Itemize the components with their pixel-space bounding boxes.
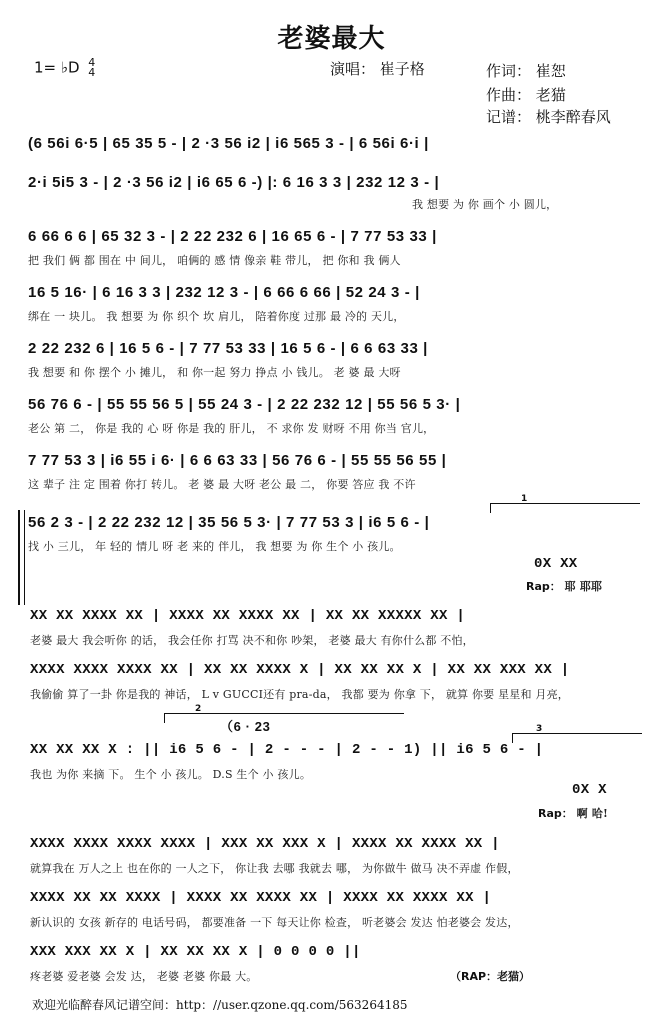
rap-line: XXXX XXXX XXXX XXXX | XXX XX XXX X | XXXX XX XXXX XX | — [30, 836, 500, 852]
volta-1-bracket — [490, 503, 640, 504]
notation-line: 2 22 232 6 | 16 5 6 - | 7 77 53 33 | 16 5 6 - | 6 6 63 33 | — [28, 340, 428, 357]
rap-line: XXXX XX XX XXXX | XXXX XX XXXX XX | XXXX XX XXXX XX | — [30, 890, 492, 906]
volta-3-number: 3 — [536, 724, 543, 734]
lyric-line: 把 我们 俩 都 围在 中 间儿， 咱俩的 感 情 像亲 鞋 带儿， 把 你和 我 俩人 — [28, 254, 401, 267]
rap-intro-label — [526, 578, 602, 594]
rap-mid-pattern: 0X X — [572, 782, 607, 798]
repeat-bar — [18, 510, 25, 605]
rap-credit: （RAP：老猫） — [450, 970, 531, 983]
notation-line: 7 77 53 3 | i6 55 i 6· | 6 6 63 33 | 56 76 6 - | 55 55 56 55 | — [28, 452, 447, 469]
key-label: 1= ♭D — [34, 58, 80, 77]
lyric-line: 老公 第 二， 你是 我的 心 呀 你是 我的 肝儿， 不 求你 发 财呀 不用 你当 官儿， — [28, 422, 435, 435]
notation-line: 56 2 3 - | 2 22 232 12 | 35 56 5 3· | 7 77 53 3 | i6 5 6 - | — [28, 514, 430, 531]
rap-line: XXX XXX XX X | XX XX XX X | 0 0 0 0 || — [30, 944, 361, 960]
rap-lyric-line: 新认识的 女孩 新存的 电话号码， 都要准备 一下 每天让你 检查， 听老婆会 发达 怕老婆会 发达， — [30, 916, 519, 929]
rap-words: 啊 哈! — [576, 807, 609, 820]
rap-line: XXXX XXXX XXXX XX | XX XX XXXX X | XX XX XX X | XX XX XXX XX | — [30, 662, 570, 678]
rap-line: XX XX XXXX XX | XXXX XX XXXX XX | XX XX XXXXX XX | — [30, 608, 466, 624]
rap-words: 耶 耶耶 — [564, 580, 603, 593]
volta-2-tick — [164, 713, 165, 723]
lyricist: 作词： 崔恕 — [486, 62, 566, 80]
notation-line: 16 5 16· | 6 16 3 3 | 232 12 3 - | 6 66 6 66 | 52 24 3 - | — [28, 284, 420, 301]
notation-line: 6 66 6 6 | 65 32 3 - | 2 22 232 6 | 16 65 6 - | 7 77 53 33 | — [28, 228, 437, 245]
singer: 演唱： 崔子格 — [330, 60, 425, 78]
time-signature — [88, 58, 95, 78]
lyric-line: 找 小 三儿， 年 轻的 情儿 呀 老 来的 伴儿， 我 想要 为 你 生个 小 孩儿。 — [28, 540, 401, 553]
rap-lyric-line: 就算我在 万人之上 也在你的 一人之下， 你让我 去哪 我就去 哪， 为你做牛 做马 决不弄虚 作假， — [30, 862, 519, 875]
rap-lyric-line: 疼老婆 爱老婆 会发 达， 老婆 老婆 你最 大。 — [30, 970, 258, 983]
rap-intro-pattern: 0X XX — [534, 556, 578, 572]
rap-label: Rap： — [538, 807, 573, 820]
interlude-notes: （6 · 23 — [220, 719, 271, 734]
rap-line: XX XX XX X : || i6 5 6 - | 2 - - - | 2 - - 1) || i6 5 6 - | — [30, 742, 544, 758]
key-signature — [34, 58, 95, 78]
notation-line: 56 76 6 - | 55 55 56 5 | 55 24 3 - | 2 22 232 12 | 55 56 5 3· | — [28, 396, 461, 413]
lyric-line: 我 想要 和 你 摆个 小 摊儿， 和 你一起 努力 挣点 小 钱儿。 老 婆 最 大呀 — [28, 366, 401, 379]
rap-lyric-line: 我偷偷 算了一卦 你是我的 神话， L v GUCCI还有 pra-da， 我都 要为 你拿 下， 就算 你要 星星和 月亮， — [30, 688, 569, 701]
composer: 作曲： 老猫 — [486, 86, 566, 104]
rap-mid-label — [538, 805, 608, 821]
song-title: 老婆最大 — [277, 24, 386, 54]
volta-1-number: 1 — [521, 494, 528, 504]
rap-lyric-line: 我也 为你 来摘 下。 生个 小 孩儿。 D.S 生个 小 孩儿。 — [30, 768, 312, 781]
time-signature-top: 4 — [88, 56, 96, 69]
volta-3-bracket — [512, 733, 642, 734]
lyric-line: 我 想要 为 你 画个 小 圆儿， — [412, 198, 558, 211]
footer-link-text: 欢迎光临醉春风记谱空间：http：//user.qzone.qq.com/563264185 — [32, 998, 408, 1012]
notation-line: 2·i 5i5 3 - | 2 ·3 56 i2 | i6 65 6 -) |: 6 16 3 3 | 232 12 3 - | — [28, 174, 440, 191]
rap-lyric-line: 老婆 最大 我会听你 的话， 我会任你 打骂 决不和你 吵架， 老婆 最大 有你什么都 不怕， — [30, 634, 474, 647]
lyric-line: 这 辈子 注 定 围着 你打 转儿。 老 婆 最 大呀 老公 最 二， 你要 答应 我 不许 — [28, 478, 416, 491]
volta-1-tick — [490, 503, 491, 513]
notation-line: (6 56i 6·5 | 65 35 5 - | 2 ·3 56 i2 | i6 565 3 - | 6 56i 6·i | — [28, 135, 429, 152]
transcriber: 记谱： 桃李醉春风 — [486, 108, 611, 126]
volta-2-number: 2 — [195, 704, 202, 714]
rap-label: Rap： — [526, 580, 561, 593]
time-signature-bottom: 4 — [88, 66, 96, 79]
lyric-line: 绑在 一 块儿。 我 想要 为 你 织个 坎 肩儿， 陪着你度 过那 最 冷的 天儿， — [28, 310, 405, 323]
